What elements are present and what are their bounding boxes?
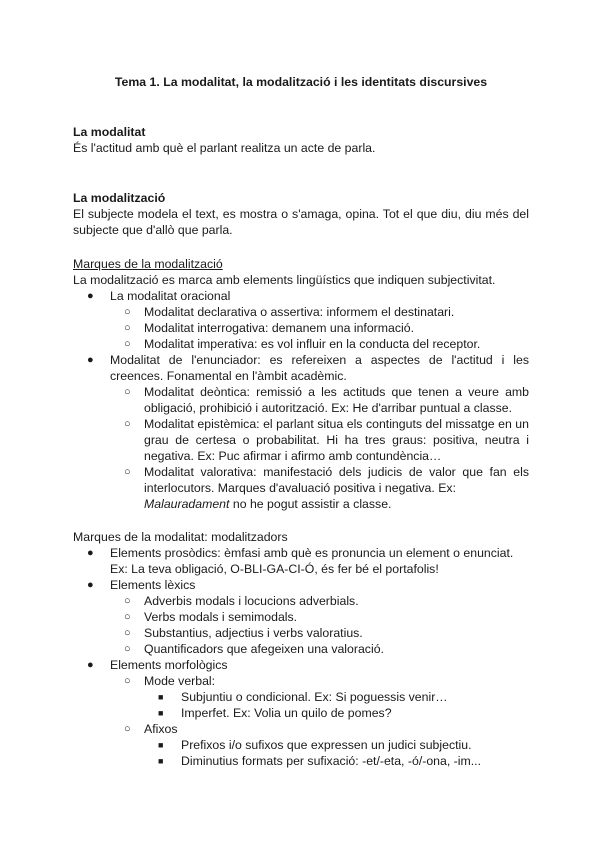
list-item: ○ Verbs modals i semimodals.: [124, 610, 298, 624]
list-item: ○ Afixos ■ Prefixos i/o sufixos que expressen un judici subjectiu. ■ Diminutius formats per sufixació: -et/-eta, -ó/-ona, -im...: [109, 721, 529, 769]
list-item: ● Elements prosòdics: èmfasi amb què es pronuncia un element o enunciat. Ex: La teva obligació, O-BLI-GA-CI-Ó, és fer bé el portafolis!: [87, 546, 514, 576]
list-item: ● La modalitat oracional ○ Modalitat declarativa o assertiva: informem el destinatari. ○ Modalitat interrogativa: demanem una informació. ○ Modalitat imperativa: es vol influir en la conducta del receptor.: [73, 288, 529, 352]
list-item: ○ Mode verbal: ■ Subjuntiu o condicional. Ex: Si poguessis venir… ■ Imperfet. Ex: Volia un quilo de pomes?: [109, 673, 529, 721]
bullet-circle-icon: ○: [124, 466, 131, 478]
bullet-circle-icon: ○: [124, 322, 131, 334]
bullet-disc-icon: ●: [87, 354, 94, 366]
list-item: ○ Adverbis modals i locucions adverbials.: [124, 594, 359, 608]
document-page: [73, 74, 529, 769]
marques-list: [73, 288, 529, 512]
sublist: [109, 304, 529, 352]
bullet-circle-icon: ○: [124, 627, 131, 639]
section-intro-marques: La modalització es marca amb elements lingüístics que indiquen subjectivitat.: [73, 273, 496, 287]
section-heading-modalitzadors: Marques de la modalitat: modalitzadors: [73, 530, 288, 544]
list-item: ○ Modalitat imperativa: es vol influir en la conducta del receptor.: [124, 337, 481, 351]
bullet-circle-icon: ○: [124, 595, 131, 607]
list-item: ■ Subjuntiu o condicional. Ex: Si poguessis venir…: [158, 690, 448, 704]
list-item: ○ Modalitat epistèmica: el parlant situa els continguts del missatge en un grau de certesa o probabilitat. Hi ha tres graus: positiva, neutra i negativa. Ex: Puc afirmar i afirmo amb contundència…: [124, 417, 529, 463]
list-item: ■ Imperfet. Ex: Volia un quilo de pomes?: [158, 706, 392, 720]
list-item: ○ Modalitat declarativa o assertiva: informem el destinatari.: [124, 305, 455, 319]
sublist: [109, 673, 529, 769]
bullet-disc-icon: ●: [87, 290, 94, 302]
modalitzadors-list: [73, 545, 529, 769]
bullet-circle-icon: ○: [124, 386, 131, 398]
bullet-square-icon: ■: [158, 740, 164, 750]
section-heading-marques: Marques de la modalització: [73, 257, 223, 271]
sublist: [109, 384, 529, 512]
bullet-disc-icon: ●: [87, 579, 94, 591]
list-item: ○ Quantificadors que afegeixen una valoració.: [124, 642, 384, 656]
bullet-circle-icon: ○: [124, 418, 131, 430]
section-heading-modalitzacio: La modalització: [73, 191, 166, 205]
bullet-circle-icon: ○: [124, 306, 131, 318]
section-text-modalitat: És l'actitud amb què el parlant realitza un acte de parla.: [73, 141, 376, 155]
list-item: ○ Modalitat deòntica: remissió a les actituds que tenen a veure amb obligació, prohibició i autorització. Ex: He d'arribar puntual a classe.: [124, 385, 529, 415]
list-item: ○ Substantius, adjectius i verbs valoratius.: [124, 626, 363, 640]
bullet-circle-icon: ○: [124, 611, 131, 623]
bullet-square-icon: ■: [158, 708, 164, 718]
bullet-disc-icon: ●: [87, 547, 94, 559]
bullet-circle-icon: ○: [124, 643, 131, 655]
list-item: ■ Prefixos i/o sufixos que expressen un judici subjectiu.: [158, 738, 472, 752]
bullet-square-icon: ■: [158, 692, 164, 702]
sublist: [144, 689, 529, 721]
document-title: Tema 1. La modalitat, la modalització i les identitats discursives: [114, 75, 488, 89]
list-item: ○ Modalitat valorativa: manifestació dels judicis de valor que fan els interlocutors. Marques d'avaluació positiva i negativa. Ex: Malauradament no he pogut assistir a classe.: [124, 465, 529, 511]
list-item: ○ Modalitat interrogativa: demanem una informació.: [124, 321, 414, 335]
list-item: ● Modalitat de l'enunciador: es refereixen a aspectes de l'actitud i les creences. Fonamental en l'àmbit acadèmic. ○ Modalitat deòntica: remissió a les actituds que tenen a veure amb obligació, prohibició i autorització. Ex: He d'arribar puntual a classe. ○ Modalitat epistèmica: el parlant situa els continguts del missatge en un grau de certesa o probabilitat. Hi ha tres graus: positiva, neutra i negativa. Ex: Puc afirmar i afirmo amb contundència… ○ Modalitat valorativa: manifestació dels judicis de valor que fan els interlocutors. Marques d'avaluació positiva i negativa. Ex: Malauradament no he pogut assistir a classe.: [87, 353, 529, 511]
bullet-circle-icon: ○: [124, 675, 131, 687]
bullet-square-icon: ■: [158, 756, 164, 766]
list-item: ● Elements morfològics ○ Mode verbal: ■ Subjuntiu o condicional. Ex: Si poguessis venir… ■ Imperfet. Ex: Volia un quilo de pomes? ○ Afixos ■ Prefixos i/o sufixos que expressen un judici subjectiu. ■ Diminutius formats per sufixació: -et/-eta, -ó/-ona, -im...: [73, 657, 529, 769]
bullet-circle-icon: ○: [124, 723, 131, 735]
section-text-modalitzacio: El subjecte modela el text, es mostra o s'amaga, opina. Tot el que diu, diu més del subjecte que d'allò que parla.: [73, 207, 529, 237]
list-item: ■ Diminutius formats per sufixació: -et/-eta, -ó/-ona, -im...: [158, 754, 482, 768]
bullet-circle-icon: ○: [124, 338, 131, 350]
bullet-disc-icon: ●: [87, 659, 94, 671]
sublist: [109, 593, 529, 657]
sublist: [144, 737, 529, 769]
list-item: ● Elements lèxics ○ Adverbis modals i locucions adverbials. ○ Verbs modals i semimodals. ○ Substantius, adjectius i verbs valoratius. ○ Quantificadors que afegeixen una valoració.: [73, 577, 529, 657]
section-heading-modalitat: La modalitat: [73, 125, 146, 139]
